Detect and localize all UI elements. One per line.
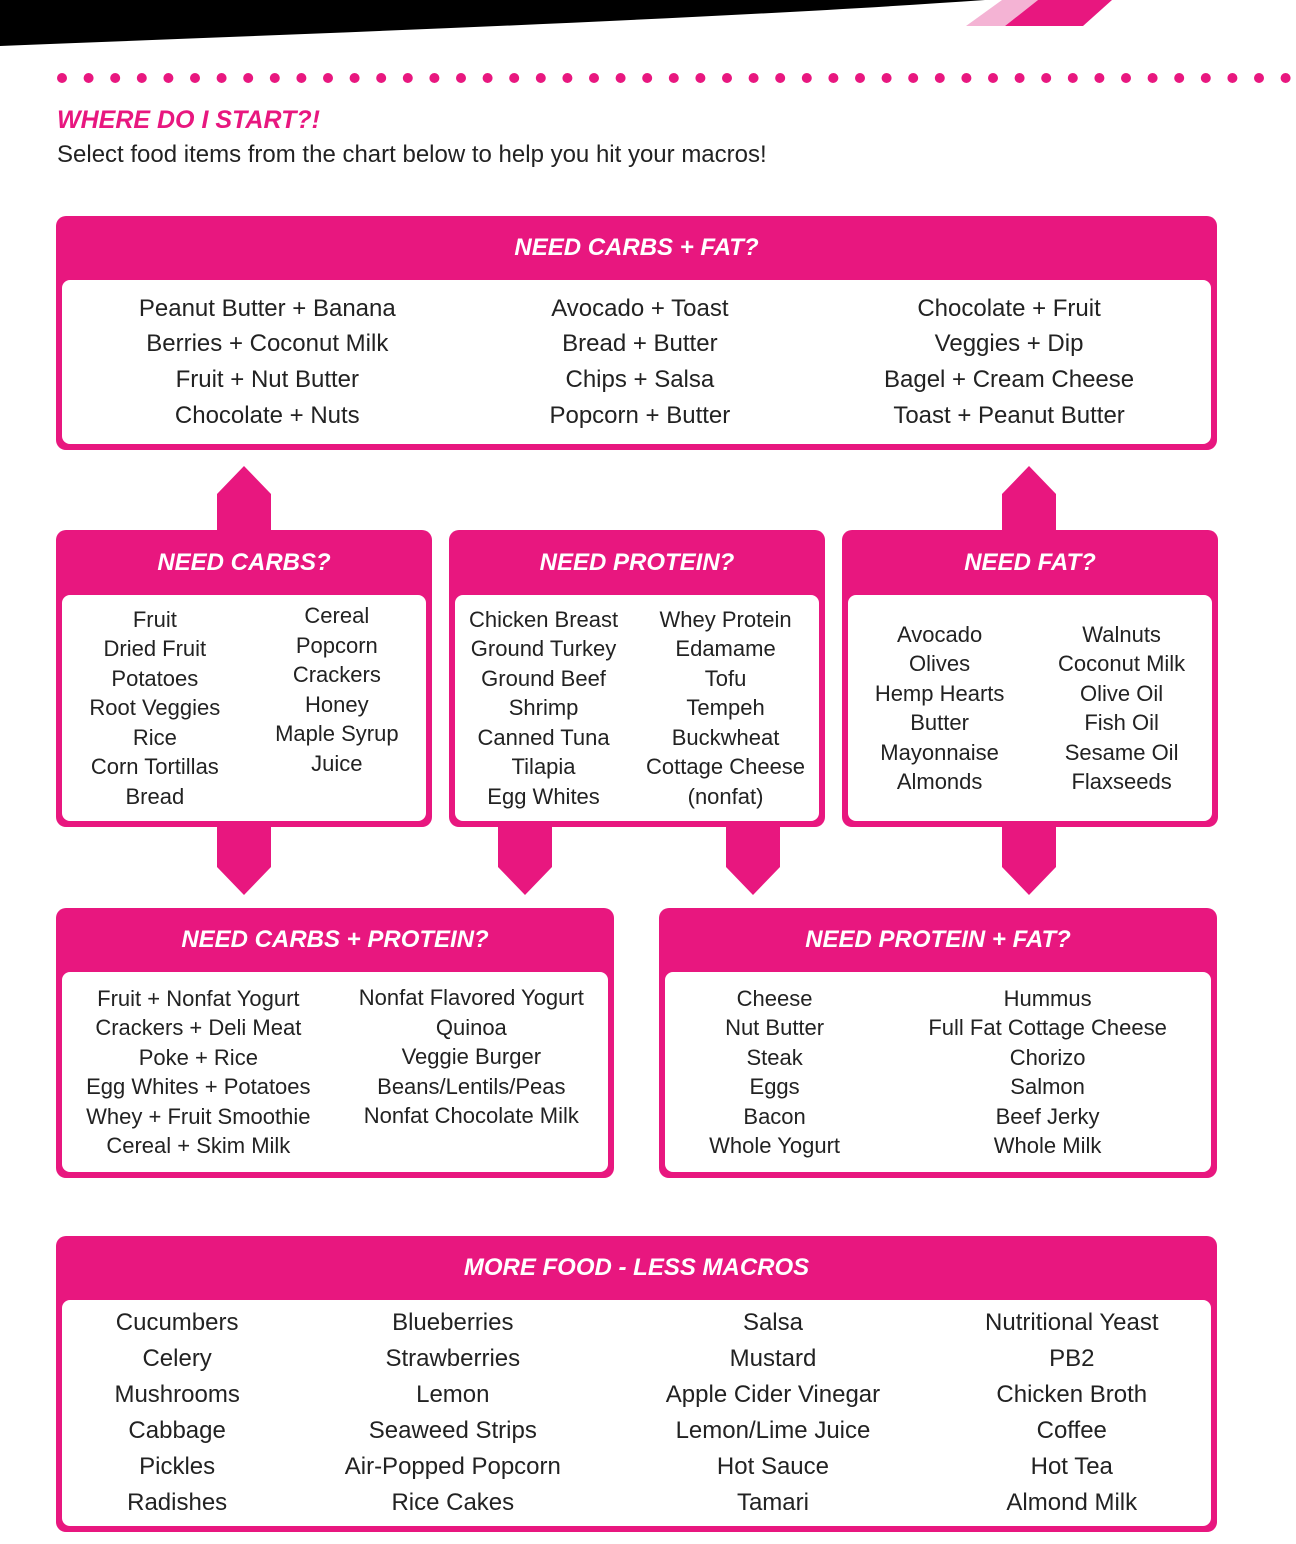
list-item: Whey + Fruit Smoothie [86,1103,311,1129]
divider-dot [882,73,892,83]
list-item: Salmon [1010,1074,1085,1099]
arrow-down-fat-icon [1002,825,1056,895]
list-item: Beef Jerky [995,1103,1100,1129]
divider-dot [509,73,519,83]
list-item: Buckwheat [671,724,780,750]
list-item: Toast + Peanut Butter [893,401,1125,429]
list-item: Tofu [704,665,747,691]
list-item: Full Fat Cottage Cheese [928,1015,1167,1040]
dotted-divider [0,66,1296,92]
list-item: Tilapia [511,754,576,780]
divider-dot [350,73,360,83]
list-item: Avocado + Toast [551,294,729,322]
list-item: Bagel + Cream Cheese [883,366,1135,393]
list-item: Veggies + Dip [934,330,1084,358]
list-item: Cereal [304,603,370,628]
divider-dot [57,73,67,83]
carbs-protein-title: NEED CARBS + PROTEIN? [181,926,489,953]
list-item: Mayonnaise [880,739,999,765]
fat-panel [842,530,1218,827]
list-item: Bread [125,783,185,809]
divider-dot [1254,73,1264,83]
list-item: Chips + Salsa [565,366,715,393]
divider-dot [749,73,759,83]
carbs-column [89,605,220,812]
protein-fat-panel [659,908,1217,1178]
list-item: Beans/Lentils/Peas [377,1073,566,1099]
carbs-fat-column [139,291,396,434]
list-item: Strawberries [385,1345,521,1372]
list-item: Radishes [127,1489,228,1516]
carbs-panel [56,530,432,827]
list-item: Chocolate + Fruit [917,294,1101,322]
list-item: Steak [746,1044,803,1070]
list-item: Tamari [736,1489,809,1516]
divider-dot [137,73,147,83]
arrow-down-protein-left-icon [498,825,552,895]
list-item: Berries + Coconut Milk [146,330,389,358]
list-item: Fish Oil [1084,710,1159,735]
list-item: Nut Butter [725,1015,825,1040]
fat-list [848,595,1212,821]
list-item: Whole Yogurt [709,1133,841,1158]
protein-fat-list [665,972,1211,1172]
list-item: Hot Tea [1030,1453,1113,1480]
list-item: Almonds [896,769,983,794]
divider-dot [1121,73,1131,83]
divider-dot [855,73,865,83]
list-item: Flaxseeds [1071,769,1172,794]
divider-dot [1068,73,1078,83]
list-item: Potatoes [111,665,199,691]
list-item: Chocolate + Nuts [174,401,360,429]
list-item: Bacon [743,1103,806,1129]
list-item: Ground Beef [481,665,606,691]
divider-dot [642,73,652,83]
list-item: Butter [910,710,969,735]
list-item: Tempeh [686,695,765,721]
divider-dot [1174,73,1184,83]
list-item: Juice [311,750,363,776]
list-item: Coconut Milk [1058,651,1186,676]
list-item: Blueberries [392,1309,514,1336]
list-item: Poke + Rice [138,1044,258,1070]
list-item: (nonfat) [687,783,764,809]
divider-dot [1041,73,1051,83]
list-item: Crackers [292,662,381,687]
list-item: Sesame Oil [1064,739,1179,765]
list-item: Crackers + Deli Meat [95,1015,302,1040]
divider-dot [669,73,679,83]
list-item: Coffee [1036,1417,1107,1444]
list-item: Edamame [675,636,776,662]
divider-dot [562,73,572,83]
list-item: Almond Milk [1006,1489,1138,1516]
divider-dot [483,73,493,83]
divider-dot [403,73,413,83]
list-item: Olives [909,651,971,676]
divider-dot [323,73,333,83]
protein-fat-title: NEED PROTEIN + FAT? [805,926,1071,953]
protein-fat-column [928,984,1166,1161]
more-food-list [62,1300,1211,1526]
list-item: Fruit [132,606,177,632]
list-item: Corn Tortillas [90,754,219,780]
list-item: Olive Oil [1080,680,1164,706]
protein-column [469,605,618,812]
list-item: Fruit + Nut Butter [175,366,359,393]
header-banner [0,0,1296,60]
list-item: Rice Cakes [391,1489,515,1516]
list-item: Root Veggies [89,695,221,721]
divider-dot [456,73,466,83]
list-item: Whey Protein [659,606,792,632]
divider-dot [988,73,998,83]
list-item: Chicken Breast [468,606,619,632]
list-item: Avocado [897,621,983,647]
list-item: Nutritional Yeast [985,1309,1159,1336]
carbs-protein-column [86,984,310,1161]
list-item: Chorizo [1009,1044,1086,1070]
list-item: Nonfat Chocolate Milk [363,1103,579,1128]
list-item: Lemon/Lime Juice [675,1417,871,1444]
carbs-protein-panel [56,908,614,1178]
divider-dot [1227,73,1237,83]
arrow-down-protein-right-icon [726,825,780,895]
carbs-fat-column [549,291,730,434]
divider-dot [296,73,306,83]
list-item: Hemp Hearts [874,680,1005,706]
list-item: Lemon [416,1381,490,1408]
carbs-fat-panel [56,216,1217,450]
arrow-down-carbs-icon [217,825,271,895]
divider-dot [1281,73,1291,83]
divider-dot [695,73,705,83]
more-food-column [985,1305,1158,1521]
divider-dot [935,73,945,83]
list-item: Celery [142,1345,212,1372]
divider-dot [616,73,626,83]
list-item: Air-Popped Popcorn [344,1453,561,1480]
list-item: Chicken Broth [996,1381,1148,1408]
list-item: Cucumbers [115,1309,239,1336]
fat-column [875,620,1005,797]
list-item: Canned Tuna [477,724,610,750]
fat-column [1058,620,1185,797]
divider-dot [163,73,173,83]
list-item: Quinoa [435,1014,507,1040]
more-food-title: MORE FOOD - LESS MACROS [463,1254,810,1281]
intro-subtitle: Select food items from the chart below to help you hit your macros! [57,141,767,168]
protein-panel [449,530,825,827]
divider-dot [243,73,253,83]
intro-title: WHERE DO I START?! [57,106,320,134]
list-item: Nonfat Flavored Yogurt [358,985,584,1010]
list-item: Pickles [139,1453,216,1480]
fat-title: NEED FAT? [964,548,1096,576]
list-item: Seaweed Strips [368,1417,537,1444]
protein-list [455,595,819,821]
arrow-up-carbs-icon [217,466,271,533]
list-item: Whole Milk [993,1133,1102,1158]
divider-dot [429,73,439,83]
list-item: Egg Whites [487,783,600,809]
divider-dot [828,73,838,83]
list-item: Fruit + Nonfat Yogurt [97,985,300,1011]
divider-dot [376,73,386,83]
protein-title: NEED PROTEIN? [539,548,735,576]
list-item: Shrimp [508,695,579,721]
list-item: Veggie Burger [401,1044,542,1069]
carbs-fat-list [62,280,1211,444]
carbs-protein-list [62,972,608,1172]
divider-dot [722,73,732,83]
list-item: Hummus [1003,985,1092,1011]
list-item: Bread + Butter [562,330,718,358]
list-item: Hot Sauce [716,1453,829,1480]
divider-dot [1015,73,1025,83]
divider-dot [536,73,546,83]
list-item: Peanut Butter + Banana [138,294,396,322]
carbs-fat-title: NEED CARBS + FAT? [514,234,759,261]
list-item: Popcorn + Butter [549,401,731,429]
divider-dot [110,73,120,83]
carbs-title: NEED CARBS? [157,548,331,576]
divider-dot [961,73,971,83]
more-food-column [114,1305,239,1521]
list-item: Rice [132,724,177,750]
divider-dot [84,73,94,83]
list-item: Maple Syrup [275,721,399,746]
divider-dot [217,73,227,83]
divider-dot [270,73,280,83]
divider-dot [1201,73,1211,83]
carbs-protein-column [359,983,584,1131]
list-item: Cabbage [128,1417,226,1444]
list-item: Eggs [749,1074,800,1099]
list-item: Egg Whites + Potatoes [86,1074,311,1099]
list-item: Cereal + Skim Milk [106,1133,291,1158]
list-item: Popcorn [295,632,378,658]
list-item: Walnuts [1082,621,1161,647]
carbs-list [62,595,426,821]
list-item: Honey [305,691,369,717]
more-food-panel [56,1236,1217,1532]
list-item: Salsa [742,1309,803,1336]
list-item: Mushrooms [114,1381,240,1408]
list-item: PB2 [1049,1345,1095,1372]
divider-dot [1148,73,1158,83]
protein-column [646,605,805,812]
list-item: Cottage Cheese [646,754,806,780]
list-item: Dried Fruit [103,636,207,662]
list-item: Mustard [729,1345,817,1372]
list-item: Apple Cider Vinegar [665,1381,881,1408]
list-item: Cheese [736,985,813,1011]
divider-dot [908,73,918,83]
divider-dot [589,73,599,83]
divider-dot [190,73,200,83]
carbs-column [275,601,399,778]
more-food-column [666,1305,880,1521]
carbs-fat-column [884,291,1134,434]
divider-dot [802,73,812,83]
arrow-up-fat-icon [1002,466,1056,533]
list-item: Ground Turkey [470,636,617,662]
divider-dot [775,73,785,83]
divider-dot [1094,73,1104,83]
protein-fat-column [709,984,840,1161]
more-food-column [345,1305,561,1521]
